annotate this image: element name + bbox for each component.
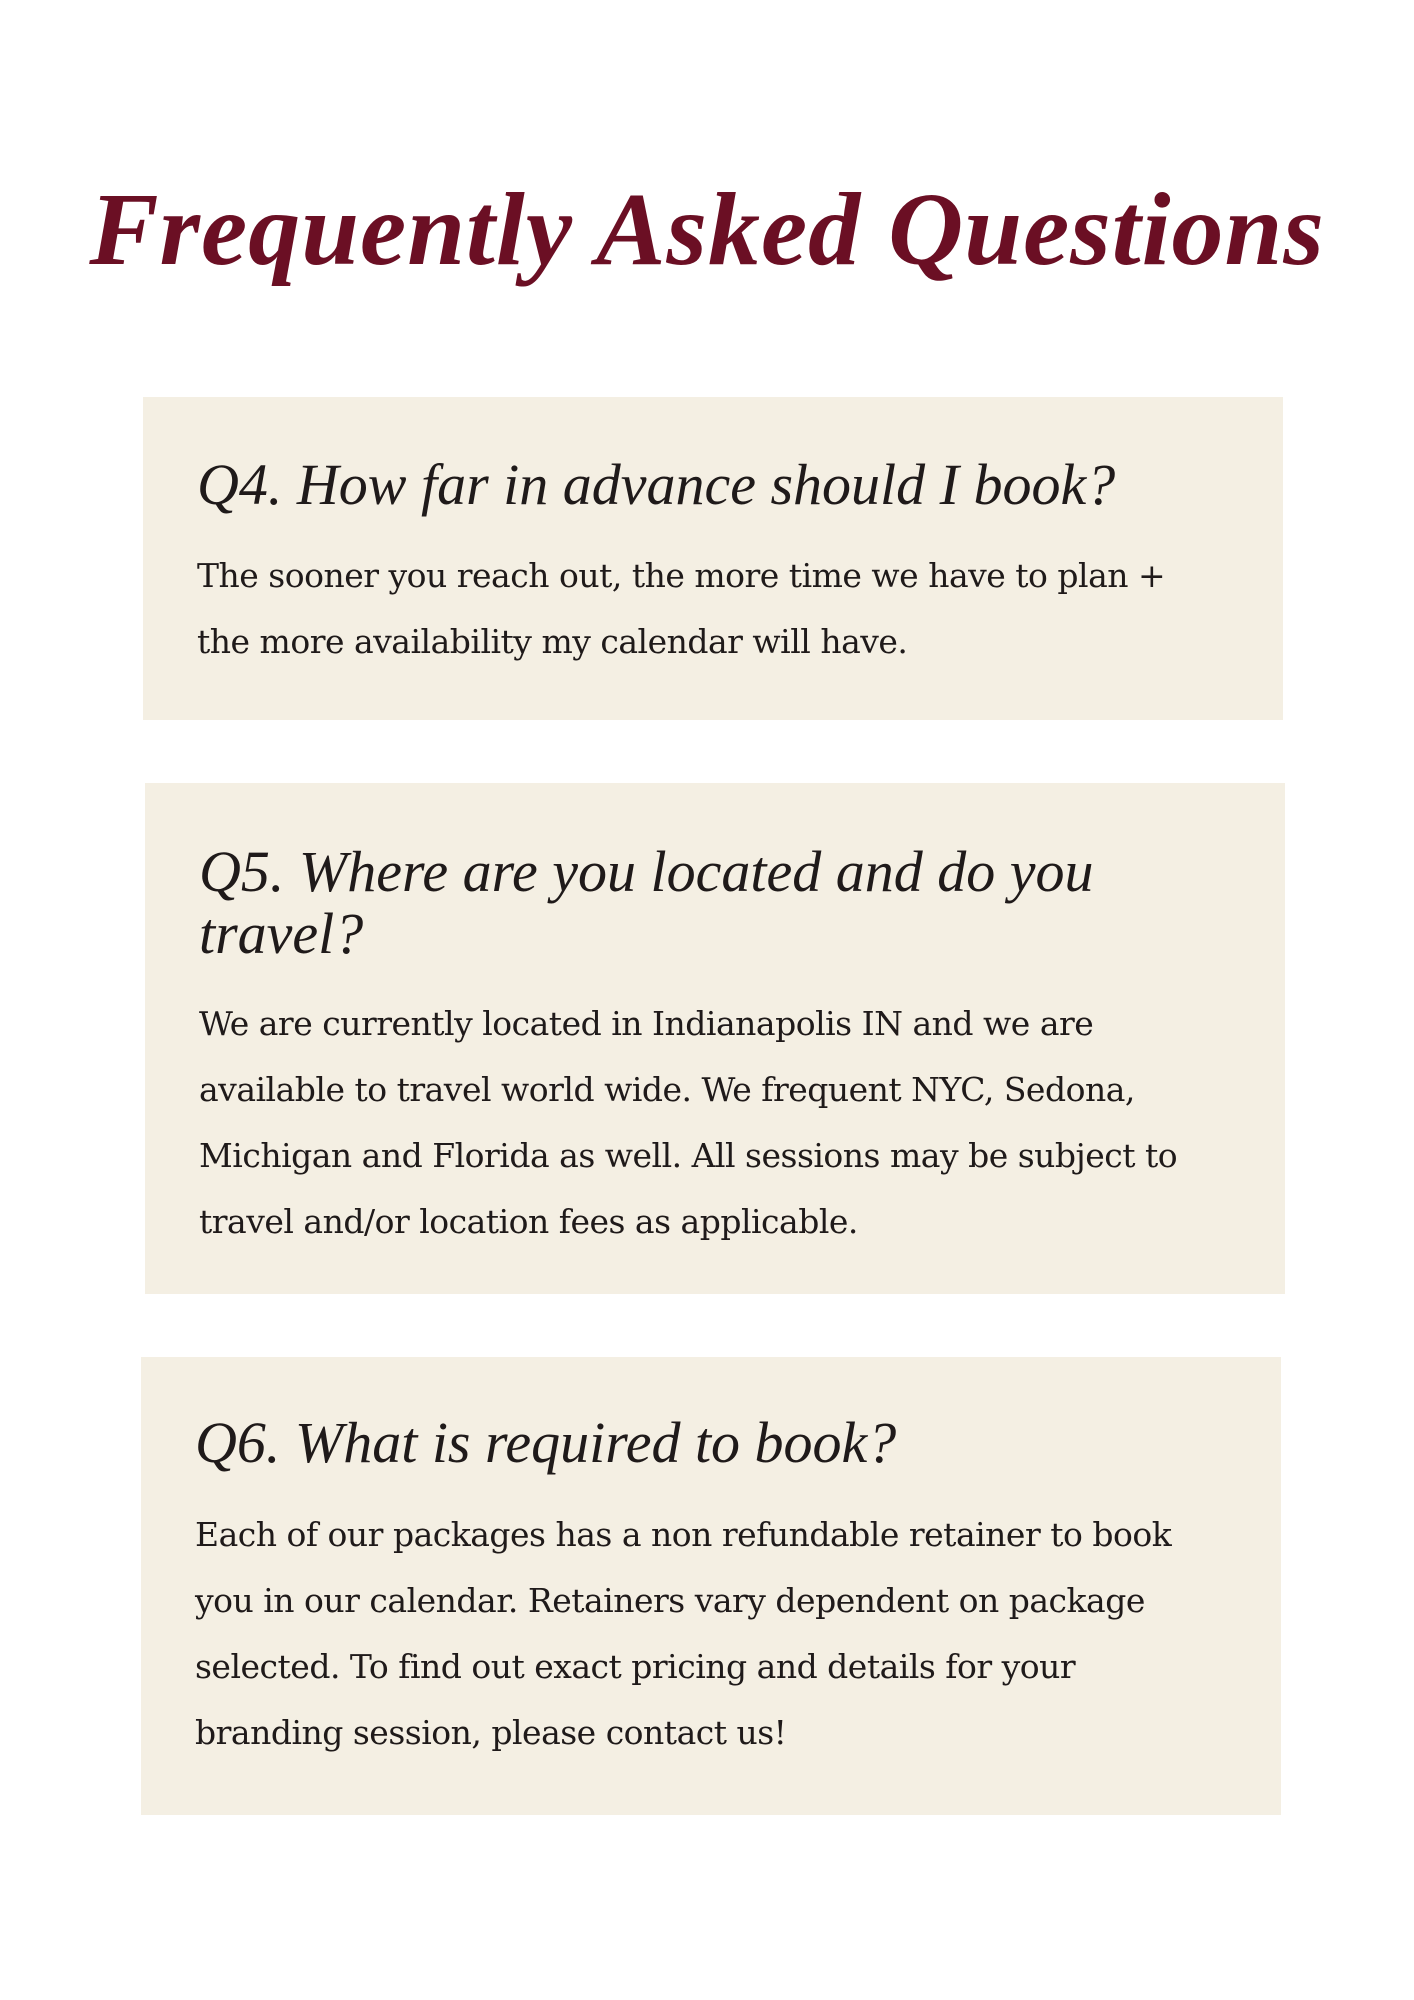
faq-card-q4 — [143, 397, 1283, 720]
faq-answer: We are currently located in Indianapolis IN and we are available to travel world wide. We frequent NYC, Sedona, Michigan and Florida as well. All sessions may be subject to travel and/or location fees as applicable. — [199, 1004, 1178, 1241]
faq-card-q5 — [145, 783, 1285, 1294]
faq-answer: The sooner you reach out, the more time we have to plan + the more availability my calendar will have. — [197, 556, 1166, 661]
faq-card-q6 — [141, 1357, 1281, 1815]
faq-answer: Each of our packages has a non refundable retainer to book you in our calendar. Retainers vary dependent on package selected. To find out exact pricing and details for your branding session, please contact us! — [195, 1515, 1172, 1752]
faq-question: Q6. What is required to book? — [195, 1410, 897, 1475]
faq-question: Q4. How far in advance should I book? — [197, 452, 1116, 517]
faq-question: Q5. Where are you located and do you travel? — [199, 839, 1094, 966]
page-title: Frequently Asked Questions — [89, 172, 1325, 287]
